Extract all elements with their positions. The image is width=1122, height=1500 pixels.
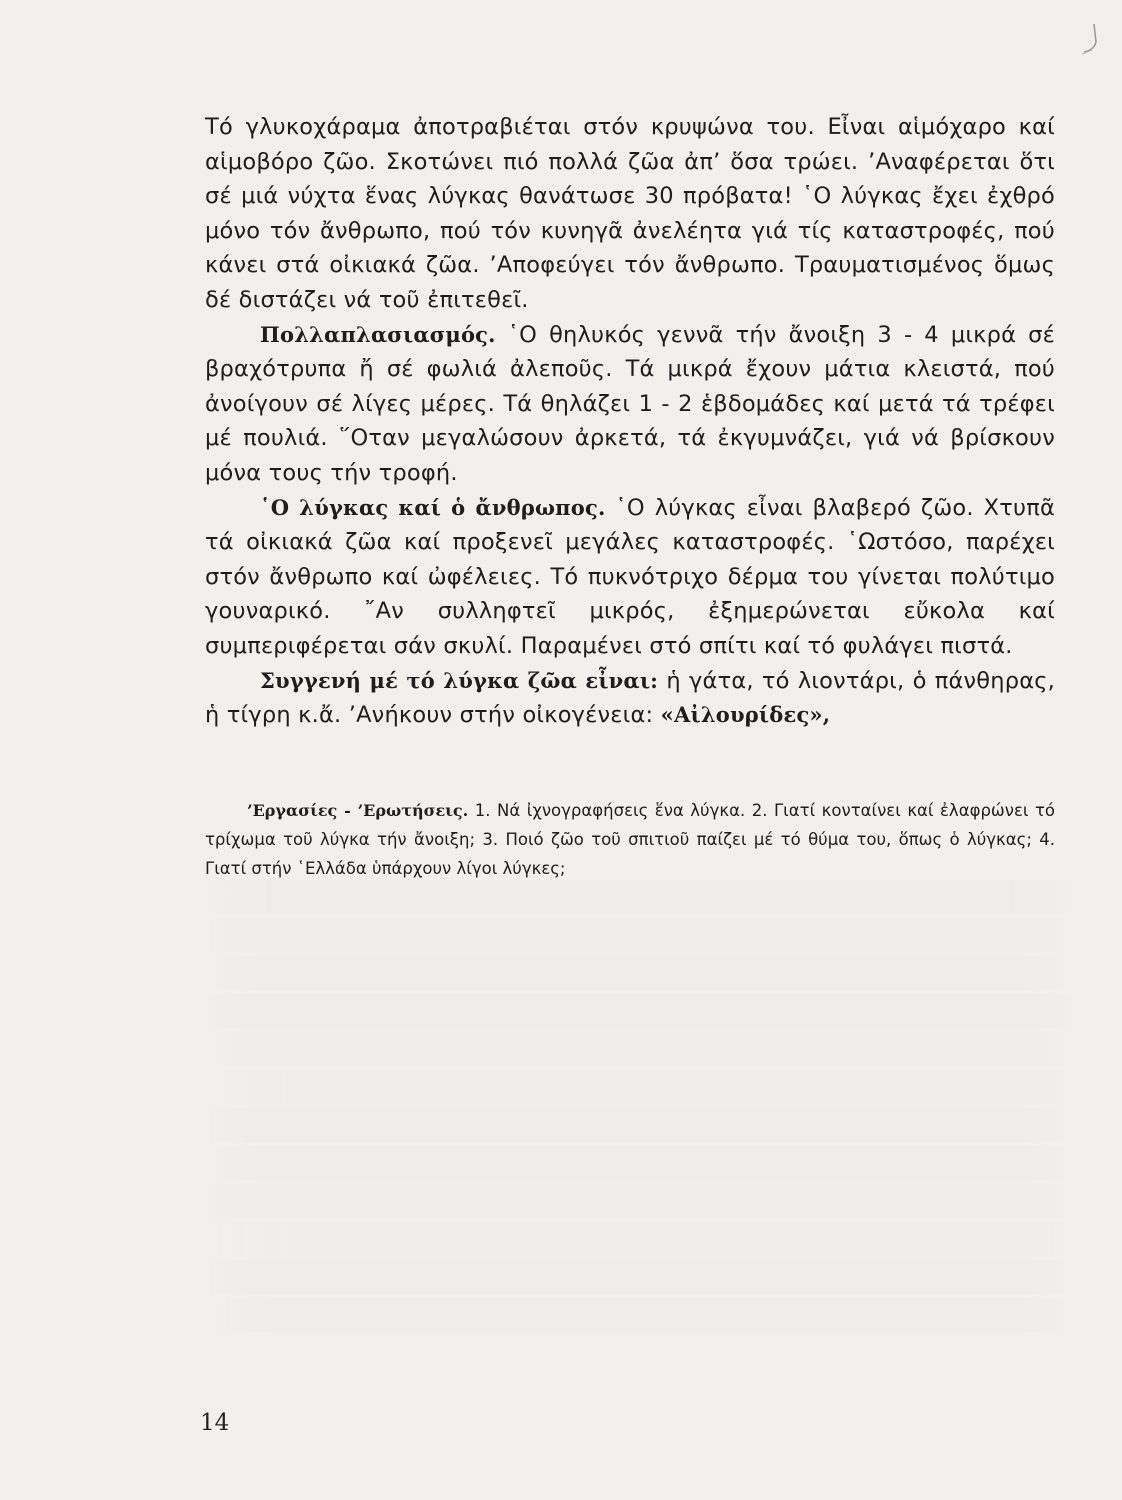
exercises-text: 1. Νά ἰχνογραφήσεις ἕνα λύγκα. 2. Γιατί κονταίνει καί ἐλαφρώνει τό τρίχωμα τοῦ λύγκα τήν ἄνοιξη; 3. Ποιό ζῶο τοῦ σπιτιοῦ παίζει μέ τό θύμα του, ὅπως ὁ λύγκας; 4. Γιατί στήν ῾Ελλάδα ὑπάρχουν λίγοι λύγκες; [205,801,1056,878]
paragraph-lynx-and-man [205,491,1055,664]
exercises-block [205,796,1055,883]
section-heading: Συγγενή μέ τό λύγκα ζῶα εἶναι: [260,667,659,693]
show-through-text [200,880,1080,1440]
paragraph-text: ἡ γάτα, τό λιοντάρι, ὁ πάνθηρας, ἡ τίγρη κ.ἄ. ’Ανήκουν στήν οἰκογένεια: [205,667,1055,729]
pencil-mark-icon [1072,20,1102,60]
paragraph-text: ῾Ο θηλυκός γεννᾶ τήν ἄνοιξη 3 - 4 μικρά σέ βραχότρυπα ἤ σέ φωλιά ἀλεποῦς. Τά μικρά ἔχουν μάτια κλειστά, πού ἀνοίγουν σέ λίγες μέρες. Τά θηλάζει 1 - 2 ἑβδομάδες καί μετά τά τρέφει μέ πουλιά. ῞Οταν μεγαλώσουν ἀρκετά, τά ἐκγυμνάζει, γιά νά βρίσκουν μόνα τους τήν τροφή. [205,321,1055,486]
paragraph-text: ῾Ο λύγκας εἶναι βλαβερό ζῶο. Χτυπᾶ τά οἰκιακά ζῶα καί προξενεῖ μεγάλες καταστροφές. ῾Ωστόσο, παρέχει στόν ἄνθρωπο καί ὠφέλειες. Τό πυκνότριχο δέρμα του γίνεται πολύτιμο γουναρικό. ῎Αν συλληφτεῖ μικρός, ἐξημερώνεται εὔκολα καί συμπεριφέρεται σάν σκυλί. Παραμένει στό σπίτι καί τό φυλάγει πιστά. [205,494,1056,659]
main-text [205,110,1055,733]
exercises-heading: ’Εργασίες - ’Ερωτήσεις. [247,801,469,820]
section-heading: ῾Ο λύγκας καί ὁ ἄνθρωπος. [260,494,606,520]
paragraph-lynx-hunting [205,110,1055,318]
family-name: «Αἰλουρίδες», [660,702,831,728]
paragraph-related-animals [205,664,1055,733]
page-number: 14 [200,1410,230,1436]
paragraph-reproduction [205,318,1055,491]
paragraph-text: Τό γλυκοχάραμα ἀποτραβιέται στόν κρυψώνα του. Εἶναι αἱμόχαρο καί αἱμοβόρο ζῶο. Σκοτώνει πιό πολλά ζῶα ἀπ’ ὅσα τρώει. ’Αναφέρεται ὅτι σέ μιά νύχτα ἕνας λύγκας θανάτωσε 30 πρόβατα! ῾Ο λύγκας ἔχει ἐχθρό μόνο τόν ἄνθρωπο, πού τόν κυνηγᾶ ἀνελέητα γιά τίς καταστροφές, πού κάνει στά οἰκιακά ζῶα. ’Αποφεύγει τόν ἄνθρωπο. Τραυματισμένος ὅμως δέ διστάζει νά τοῦ ἐπιτεθεῖ. [205,114,1055,313]
section-heading: Πολλαπλασιασμός. [260,321,496,347]
